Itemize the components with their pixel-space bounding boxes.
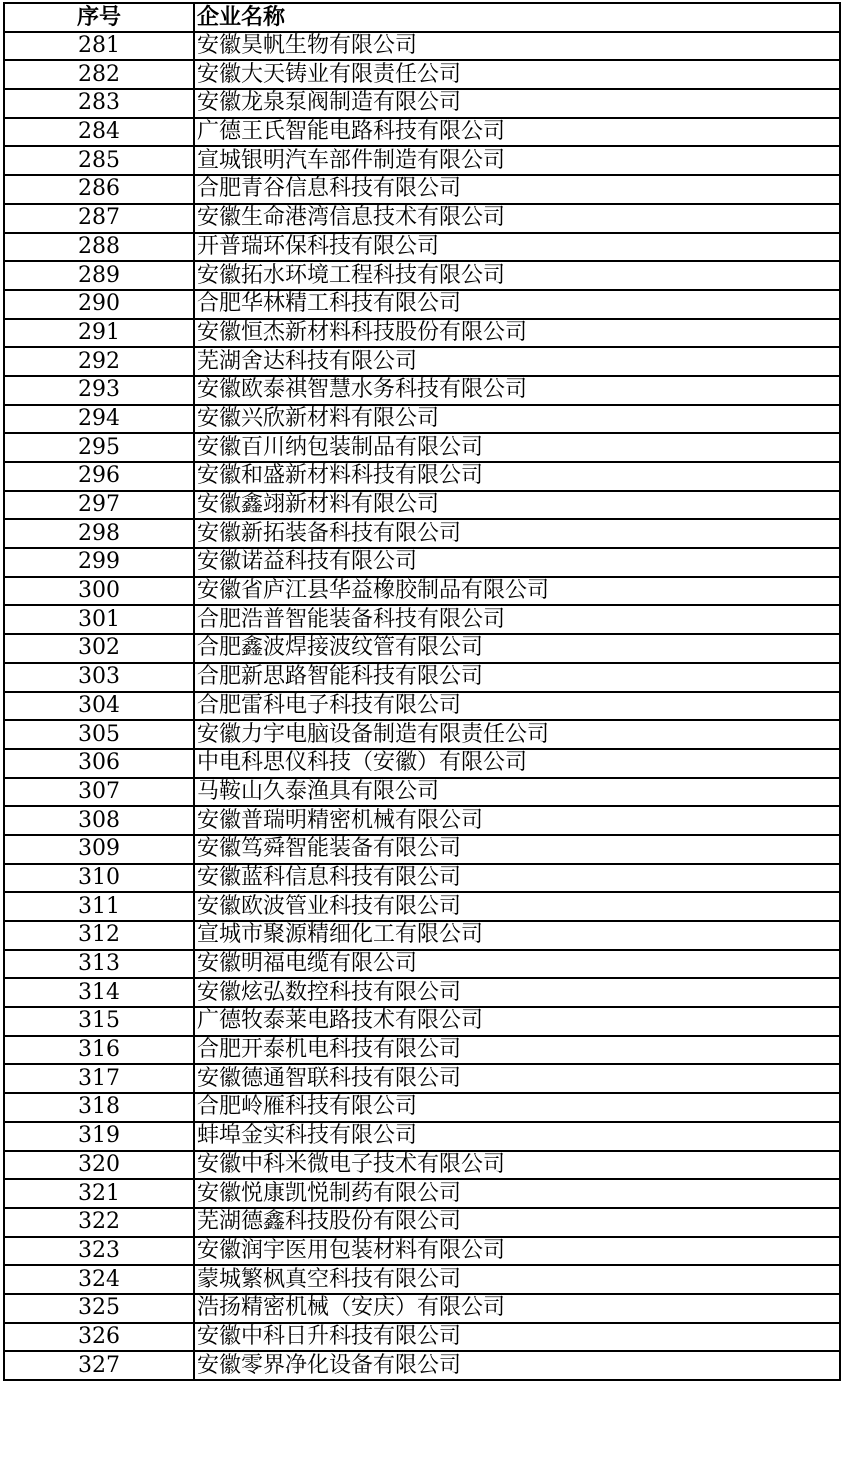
table-row: [4, 605, 840, 634]
table-row: [4, 892, 840, 921]
company-name-cell: 马鞍山久泰渔具有限公司: [194, 778, 840, 807]
table-row: [4, 60, 840, 89]
row-number-cell: 302: [4, 634, 194, 663]
company-name-cell: 安徽诺益科技有限公司: [194, 548, 840, 577]
table-row: [4, 577, 840, 606]
table-row: [4, 405, 840, 434]
row-number-cell: 317: [4, 1064, 194, 1093]
company-name-cell: 合肥岭雁科技有限公司: [194, 1093, 840, 1122]
row-number-cell: 297: [4, 491, 194, 520]
table-row: [4, 32, 840, 61]
table-row: [4, 1351, 840, 1380]
row-number-cell: 312: [4, 921, 194, 950]
company-name-cell: 合肥开泰机电科技有限公司: [194, 1036, 840, 1065]
row-number-cell: 308: [4, 806, 194, 835]
row-number-cell: 287: [4, 204, 194, 233]
row-number-cell: 321: [4, 1179, 194, 1208]
row-number-cell: 282: [4, 60, 194, 89]
table-row: [4, 376, 840, 405]
company-name-cell: 芜湖舍达科技有限公司: [194, 347, 840, 376]
company-name-cell: 安徽炫弘数控科技有限公司: [194, 978, 840, 1007]
company-name-cell: 广德牧泰莱电路技术有限公司: [194, 1007, 840, 1036]
company-name-cell: 安徽明福电缆有限公司: [194, 950, 840, 979]
table-row: [4, 950, 840, 979]
table-row: [4, 835, 840, 864]
company-name-cell: 安徽中科日升科技有限公司: [194, 1323, 840, 1352]
row-number-cell: 298: [4, 519, 194, 548]
table-row: [4, 204, 840, 233]
company-name-cell: 安徽拓水环境工程科技有限公司: [194, 261, 840, 290]
company-name-cell: 安徽昊帆生物有限公司: [194, 32, 840, 61]
row-number-cell: 322: [4, 1208, 194, 1237]
table-row: [4, 1122, 840, 1151]
company-name-cell: 广德王氏智能电路科技有限公司: [194, 118, 840, 147]
table-row: [4, 1036, 840, 1065]
table-header-row: [4, 3, 840, 32]
table-row: [4, 806, 840, 835]
table-row: [4, 1093, 840, 1122]
company-name-cell: 蒙城繁枫真空科技有限公司: [194, 1265, 840, 1294]
row-number-cell: 318: [4, 1093, 194, 1122]
row-number-cell: 303: [4, 663, 194, 692]
table-row: [4, 1064, 840, 1093]
row-number-cell: 320: [4, 1151, 194, 1180]
company-name-cell: 安徽润宇医用包装材料有限公司: [194, 1237, 840, 1266]
row-number-cell: 326: [4, 1323, 194, 1352]
row-number-cell: 291: [4, 319, 194, 348]
row-number-cell: 289: [4, 261, 194, 290]
company-name-cell: 安徽欧泰祺智慧水务科技有限公司: [194, 376, 840, 405]
table-row: [4, 118, 840, 147]
table-row: [4, 462, 840, 491]
company-name-cell: 合肥浩普智能装备科技有限公司: [194, 605, 840, 634]
company-name-cell: 安徽百川纳包装制品有限公司: [194, 433, 840, 462]
table-row: [4, 319, 840, 348]
company-name-cell: 安徽兴欣新材料有限公司: [194, 405, 840, 434]
table-row: [4, 1323, 840, 1352]
company-name-cell: 安徽龙泉泵阀制造有限公司: [194, 89, 840, 118]
row-number-cell: 324: [4, 1265, 194, 1294]
row-number-cell: 305: [4, 720, 194, 749]
company-name-cell: 芜湖德鑫科技股份有限公司: [194, 1208, 840, 1237]
table-row: [4, 290, 840, 319]
row-number-cell: 316: [4, 1036, 194, 1065]
row-number-cell: 296: [4, 462, 194, 491]
row-number-cell: 309: [4, 835, 194, 864]
row-number-cell: 284: [4, 118, 194, 147]
table-row: [4, 233, 840, 262]
row-number-cell: 281: [4, 32, 194, 61]
row-number-cell: 301: [4, 605, 194, 634]
company-name-cell: 安徽恒杰新材料科技股份有限公司: [194, 319, 840, 348]
row-number-cell: 290: [4, 290, 194, 319]
row-number-cell: 319: [4, 1122, 194, 1151]
table-row: [4, 146, 840, 175]
company-name-cell: 中电科思仪科技（安徽）有限公司: [194, 749, 840, 778]
company-name-cell: 开普瑞环保科技有限公司: [194, 233, 840, 262]
company-name-cell: 宣城银明汽车部件制造有限公司: [194, 146, 840, 175]
row-number-cell: 285: [4, 146, 194, 175]
company-name-cell: 安徽和盛新材料科技有限公司: [194, 462, 840, 491]
company-name-cell: 安徽蓝科信息科技有限公司: [194, 864, 840, 893]
company-name-cell: 安徽力宇电脑设备制造有限责任公司: [194, 720, 840, 749]
company-name-cell: 合肥青谷信息科技有限公司: [194, 175, 840, 204]
company-name-cell: 安徽悦康凯悦制药有限公司: [194, 1179, 840, 1208]
column-header-company-name: 企业名称: [194, 3, 840, 32]
table-row: [4, 978, 840, 1007]
company-name-cell: 安徽德通智联科技有限公司: [194, 1064, 840, 1093]
table-row: [4, 175, 840, 204]
table-row: [4, 548, 840, 577]
company-name-cell: 安徽大天铸业有限责任公司: [194, 60, 840, 89]
company-name-cell: 合肥华林精工科技有限公司: [194, 290, 840, 319]
table-row: [4, 749, 840, 778]
company-name-cell: 安徽中科米微电子技术有限公司: [194, 1151, 840, 1180]
company-name-cell: 蚌埠金实科技有限公司: [194, 1122, 840, 1151]
row-number-cell: 307: [4, 778, 194, 807]
row-number-cell: 311: [4, 892, 194, 921]
table-row: [4, 1151, 840, 1180]
column-header-number: 序号: [4, 3, 194, 32]
row-number-cell: 306: [4, 749, 194, 778]
row-number-cell: 300: [4, 577, 194, 606]
row-number-cell: 283: [4, 89, 194, 118]
table-row: [4, 433, 840, 462]
row-number-cell: 292: [4, 347, 194, 376]
company-name-cell: 宣城市聚源精细化工有限公司: [194, 921, 840, 950]
company-name-cell: 合肥新思路智能科技有限公司: [194, 663, 840, 692]
row-number-cell: 327: [4, 1351, 194, 1380]
row-number-cell: 325: [4, 1294, 194, 1323]
row-number-cell: 293: [4, 376, 194, 405]
table-row: [4, 663, 840, 692]
table-row: [4, 1265, 840, 1294]
table-row: [4, 778, 840, 807]
row-number-cell: 299: [4, 548, 194, 577]
company-name-cell: 安徽普瑞明精密机械有限公司: [194, 806, 840, 835]
row-number-cell: 315: [4, 1007, 194, 1036]
company-name-cell: 安徽生命港湾信息技术有限公司: [194, 204, 840, 233]
table-row: [4, 1179, 840, 1208]
table-row: [4, 634, 840, 663]
table-row: [4, 261, 840, 290]
table-row: [4, 1007, 840, 1036]
table-row: [4, 720, 840, 749]
row-number-cell: 294: [4, 405, 194, 434]
table-row: [4, 519, 840, 548]
table-row: [4, 864, 840, 893]
table-row: [4, 347, 840, 376]
company-name-cell: 安徽鑫翊新材料有限公司: [194, 491, 840, 520]
row-number-cell: 313: [4, 950, 194, 979]
row-number-cell: 295: [4, 433, 194, 462]
company-list-table: [3, 2, 841, 1381]
company-name-cell: 安徽笃舜智能装备有限公司: [194, 835, 840, 864]
row-number-cell: 314: [4, 978, 194, 1007]
table-body: [4, 32, 840, 1380]
table-row: [4, 1294, 840, 1323]
table-row: [4, 692, 840, 721]
table-row: [4, 491, 840, 520]
row-number-cell: 304: [4, 692, 194, 721]
company-name-cell: 浩扬精密机械（安庆）有限公司: [194, 1294, 840, 1323]
table-row: [4, 1237, 840, 1266]
company-name-cell: 安徽新拓装备科技有限公司: [194, 519, 840, 548]
company-name-cell: 安徽欧波管业科技有限公司: [194, 892, 840, 921]
row-number-cell: 286: [4, 175, 194, 204]
row-number-cell: 323: [4, 1237, 194, 1266]
table-row: [4, 921, 840, 950]
company-name-cell: 安徽省庐江县华益橡胶制品有限公司: [194, 577, 840, 606]
company-name-cell: 合肥鑫波焊接波纹管有限公司: [194, 634, 840, 663]
row-number-cell: 288: [4, 233, 194, 262]
company-name-cell: 合肥雷科电子科技有限公司: [194, 692, 840, 721]
company-name-cell: 安徽零界净化设备有限公司: [194, 1351, 840, 1380]
row-number-cell: 310: [4, 864, 194, 893]
table-row: [4, 1208, 840, 1237]
table-row: [4, 89, 840, 118]
